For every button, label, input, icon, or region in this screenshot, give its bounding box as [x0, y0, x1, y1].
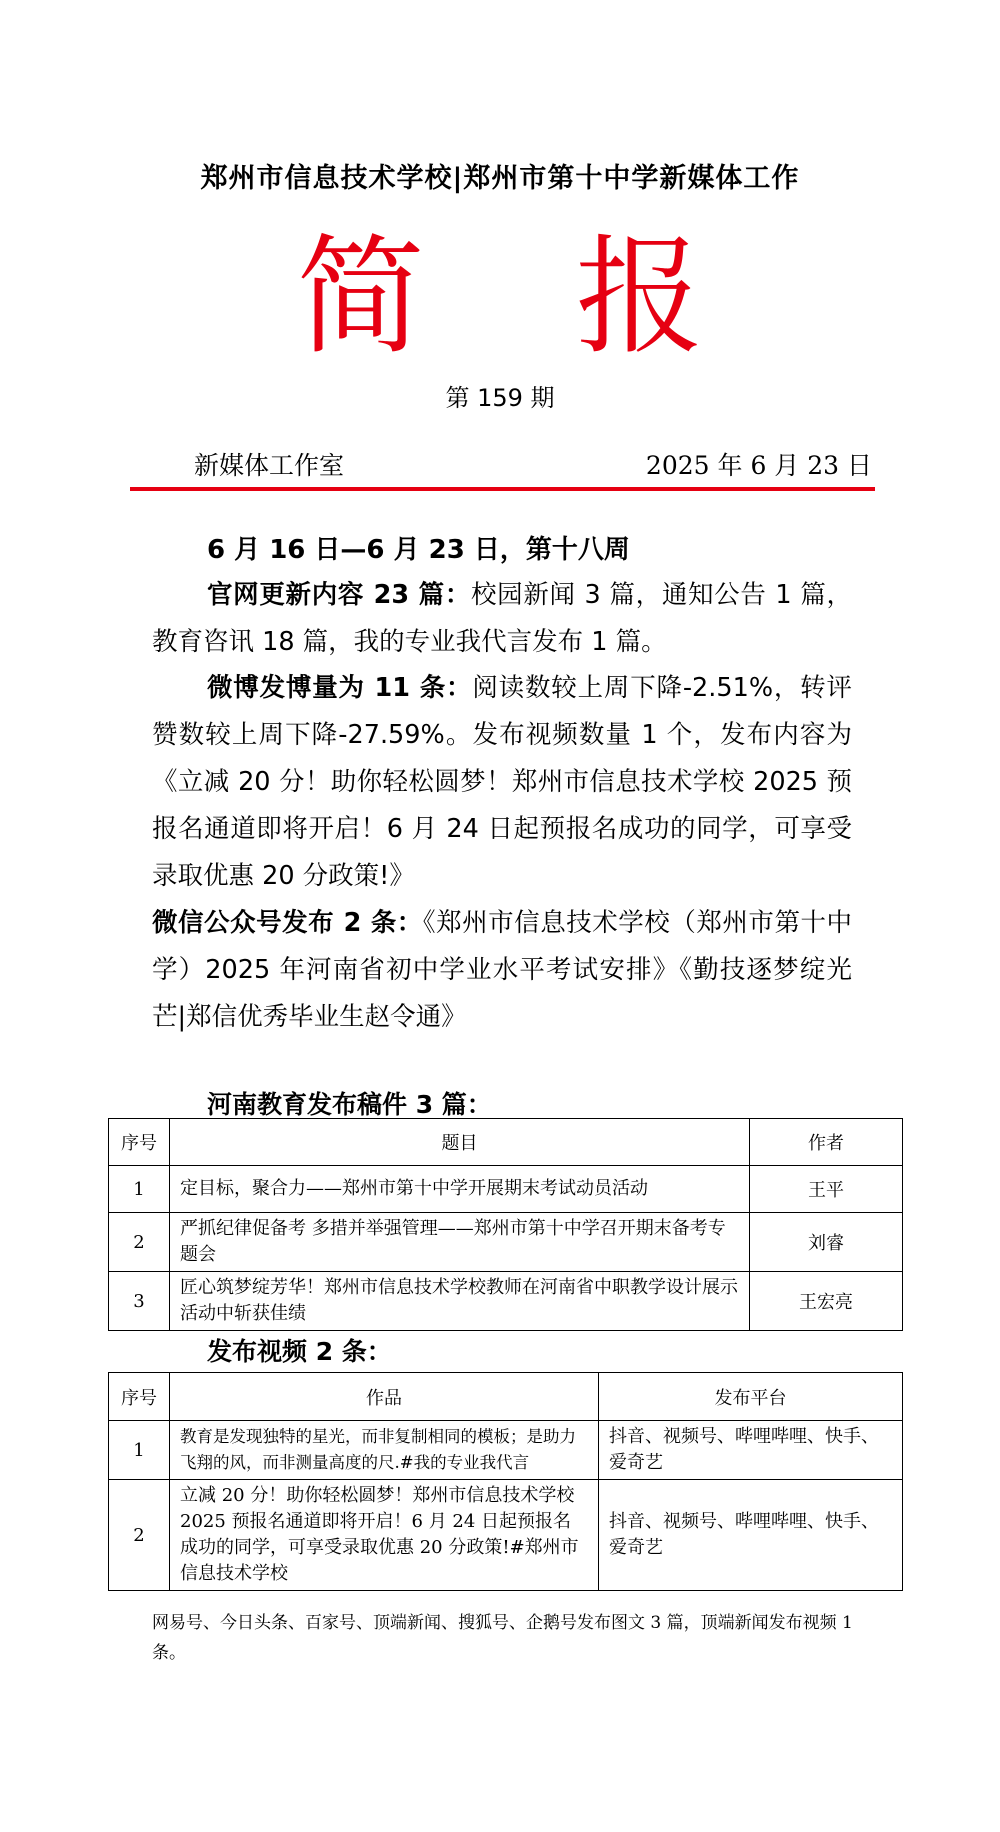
header-cell: 发布平台	[599, 1373, 903, 1421]
row-author: 王平	[750, 1166, 903, 1213]
wechat-lead: 微信公众号发布 2 条：	[152, 908, 423, 938]
videos-heading: 发布视频 2 条：	[207, 1337, 392, 1366]
row-title: 匠心筑梦绽芳华！郑州市信息技术学校教师在河南省中职教学设计展示活动中斩获佳绩	[170, 1272, 750, 1331]
table-header-row	[109, 1373, 903, 1421]
henan-heading: 河南教育发布稿件 3 篇：	[207, 1090, 492, 1119]
wechat-text: 《郑州市信息技术学校（郑州市第十中学）2025 年河南省初中学业水平考试安排》《勤技逐梦绽光芒|郑信优秀毕业生赵令通》	[152, 908, 852, 1032]
row-work: 立减 20 分！助你轻松圆梦！郑州市信息技术学校 2025 预报名通道即将开启！6 月 24 日起预报名成功的同学，可享受录取优惠 20 分政策!#郑州市信息技术学校	[170, 1480, 599, 1591]
footer-note: 网易号、今日头条、百家号、顶端新闻、搜狐号、企鹅号发布图文 3 篇，顶端新闻发布视频 1 条。	[152, 1613, 853, 1663]
header-divider	[130, 487, 875, 491]
header-cell: 序号	[109, 1373, 170, 1421]
table-row	[109, 1421, 903, 1480]
issue-date: 2025 年 6 月 23 日	[645, 451, 872, 480]
row-author: 刘睿	[750, 1213, 903, 1272]
header-cell: 作者	[750, 1119, 903, 1166]
row-platform: 抖音、视频号、哔哩哔哩、快手、爱奇艺	[599, 1421, 903, 1480]
row-title: 严抓纪律促备考 多措并举强管理——郑州市第十中学召开期末备考专题会	[170, 1213, 750, 1272]
row-platform: 抖音、视频号、哔哩哔哩、快手、爱奇艺	[599, 1480, 903, 1591]
table-row	[109, 1213, 903, 1272]
table-header-row	[109, 1119, 903, 1166]
row-title: 定目标，聚合力——郑州市第十中学开展期末考试动员活动	[170, 1166, 750, 1213]
row-author: 王宏亮	[750, 1272, 903, 1331]
row-number: 3	[109, 1272, 170, 1331]
website-paragraph	[152, 572, 852, 666]
table-row	[109, 1166, 903, 1213]
header-cell: 作品	[170, 1373, 599, 1421]
main-title: 简 报	[296, 223, 759, 372]
issue-number: 第 159 期	[445, 384, 555, 412]
org-title: 郑州市信息技术学校|郑州市第十中学新媒体工作	[200, 163, 800, 194]
weibo-paragraph	[152, 665, 852, 900]
row-number: 2	[109, 1480, 170, 1591]
row-number: 1	[109, 1166, 170, 1213]
weibo-lead: 微博发博量为 11 条：	[207, 673, 473, 703]
header-cell: 题目	[170, 1119, 750, 1166]
table-row	[109, 1272, 903, 1331]
videos-table	[108, 1372, 903, 1591]
office-name: 新媒体工作室	[194, 451, 345, 480]
website-lead: 官网更新内容 23 篇：	[207, 580, 471, 610]
wechat-paragraph	[152, 900, 852, 1041]
row-number: 1	[109, 1421, 170, 1480]
row-number: 2	[109, 1213, 170, 1272]
table-row	[109, 1480, 903, 1591]
header-cell: 序号	[109, 1119, 170, 1166]
row-work: 教育是发现独特的星光，而非复制相同的模板；是助力飞翔的风，而非测量高度的尺.#我的专业我代言	[170, 1421, 599, 1480]
website-text: 校园新闻 3 篇，通知公告 1 篇，教育咨讯 18 篇，我的专业我代言发布 1 篇。	[152, 580, 852, 657]
henan-table	[108, 1118, 903, 1331]
week-range: 6 月 16 日—6 月 23 日，第十八周	[207, 535, 630, 565]
weibo-text: 阅读数较上周下降-2.51%，转评赞数较上周下降-27.59%。发布视频数量 1 个，发布内容为《立减 20 分！助你轻松圆梦！郑州市信息技术学校 2025 预报名通道即将开启！6 月 24 日起预报名成功的同学，可享受录取优惠 20 分政策!》	[152, 673, 852, 891]
